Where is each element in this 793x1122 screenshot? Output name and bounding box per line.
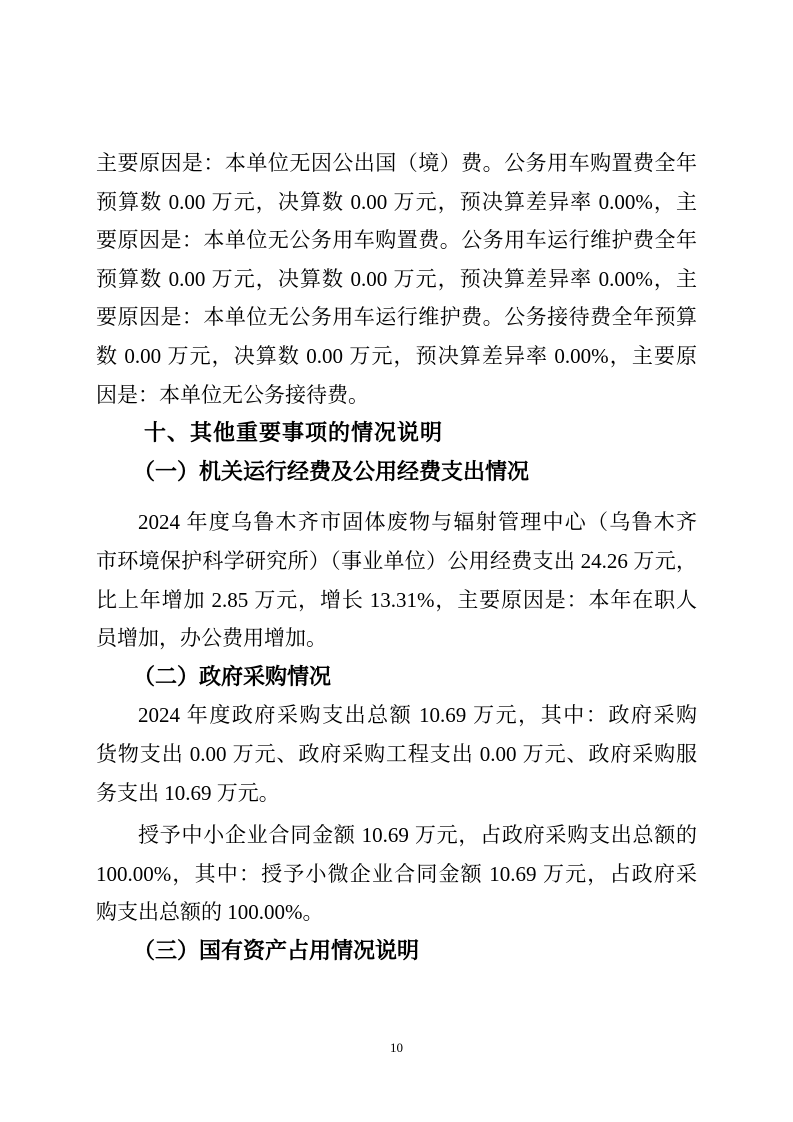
document-body — [96, 144, 697, 970]
text-line: 购支出总额的 100.00%。 — [96, 900, 324, 925]
text-line: 预算数 0.00 万元，决算数 0.00 万元，预决算差异率 0.00%，主 — [96, 189, 697, 214]
text-line: 比上年增加 2.85 万元，增长 13.31%，主要原因是：本年在职人 — [96, 587, 697, 612]
text-line: 授予中小企业合同金额 10.69 万元，占政府采购支出总额的 — [138, 823, 697, 848]
text-line: 员增加，办公费用增加。 — [96, 626, 327, 651]
heading-section-ten: 十、其他重要事项的情况说明 — [144, 420, 444, 446]
text-line: 市环境保护科学研究所）（事业单位）公用经费支出 24.26 万元， — [96, 548, 697, 573]
para-gov-procurement — [96, 696, 697, 812]
text-line: 数 0.00 万元，决算数 0.00 万元，预决算差异率 0.00%，主要原 — [96, 343, 697, 368]
para-three-public-funds — [96, 144, 697, 414]
text-line: 2024 年度政府采购支出总额 10.69 万元，其中：政府采购 — [138, 703, 697, 728]
heading-subsection-three: （三）国有资产占用情况说明 — [133, 937, 420, 963]
text-line: 2024 年度乌鲁木齐市固体废物与辐射管理中心（乌鲁木齐 — [138, 510, 697, 535]
text-line: 主要原因是：本单位无因公出国（境）费。公务用车购置费全年 — [96, 151, 697, 175]
para-sme-contracts — [96, 816, 697, 932]
heading-subsection-one: （一）机关运行经费及公用经费支出情况 — [133, 458, 530, 484]
para-operating-expenses — [96, 503, 697, 657]
text-line: 预算数 0.00 万元，决算数 0.00 万元，预决算差异率 0.00%，主 — [96, 266, 697, 291]
text-line: 要原因是：本单位无公务用车购置费。公务用车运行维护费全年 — [96, 228, 697, 253]
text-line: 因是：本单位无公务接待费。 — [96, 382, 369, 407]
page-number: 10 — [390, 1040, 403, 1055]
heading-subsection-two: （二）政府采购情况 — [133, 663, 332, 689]
text-line: 100.00%，其中：授予小微企业合同金额 10.69 万元，占政府采 — [96, 861, 697, 886]
text-line: 货物支出 0.00 万元、政府采购工程支出 0.00 万元、政府采购服 — [96, 741, 697, 766]
text-line: 务支出 10.69 万元。 — [96, 780, 280, 805]
text-line: 要原因是：本单位无公务用车运行维护费。公务接待费全年预算 — [96, 305, 697, 330]
